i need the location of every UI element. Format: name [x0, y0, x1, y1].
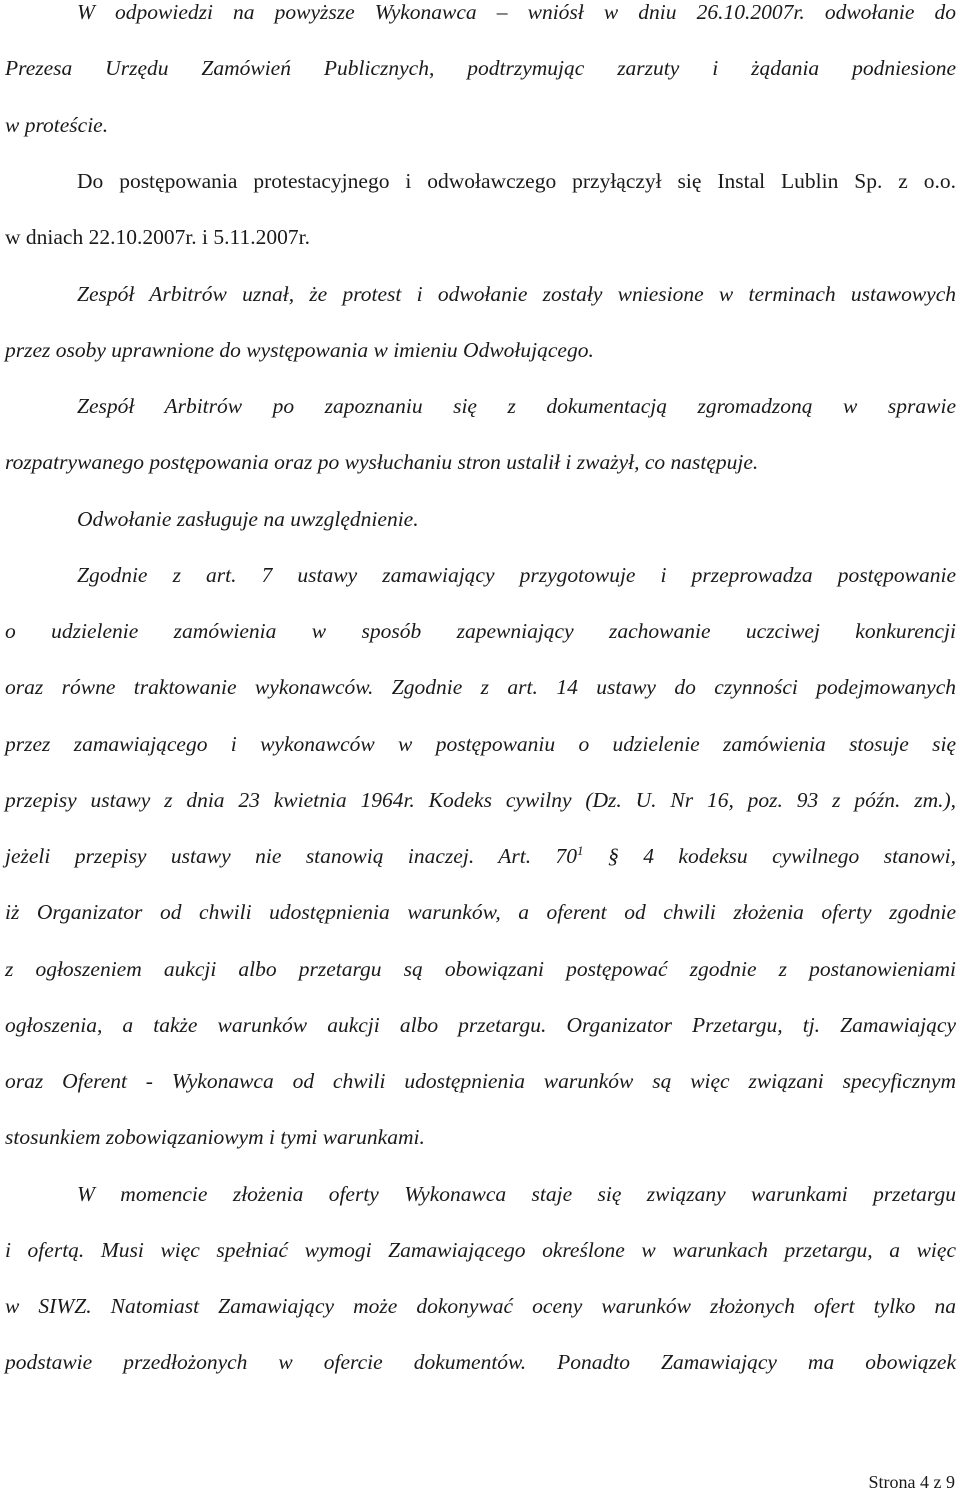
text-line: przez osoby uprawnione do występowania w imieniu Odwołującego.: [5, 338, 594, 362]
text-line: Odwołanie zasługuje na uwzględnienie.: [77, 507, 419, 531]
text-line: o udzielenie zamówienia w sposób zapewniający zachowanie uczciwej konkurencji: [5, 619, 956, 643]
superscript: 1: [577, 842, 584, 858]
text-line: podstawie przedłożonych w ofercie dokumentów. Ponadto Zamawiający ma obowiązek: [5, 1350, 956, 1374]
text-line: [5, 838, 956, 874]
text-line: w SIWZ. Natomiast Zamawiający może dokonywać oceny warunków złożonych ofert tylko na: [5, 1294, 956, 1318]
text-line: w proteście.: [5, 113, 109, 137]
text-line: Do postępowania protestacyjnego i odwoławczego przyłączył się Instal Lublin Sp. z o.o.: [77, 169, 956, 193]
text-line: przepisy ustawy z dnia 23 kwietnia 1964r. Kodeks cywilny (Dz. U. Nr 16, poz. 93 z późn. zm.),: [5, 788, 956, 812]
text-line: stosunkiem zobowiązaniowym i tymi warunkami.: [5, 1125, 425, 1149]
text-line: W odpowiedzi na powyższe Wykonawca – wniósł w dniu 26.10.2007r. odwołanie do: [77, 0, 956, 24]
text-line: iż Organizator od chwili udostępnienia warunków, a oferent od chwili złożenia oferty zgodnie: [5, 900, 956, 924]
text-line: z ogłoszeniem aukcji albo przetargu są obowiązani postępować zgodnie z postanowieniami: [5, 957, 956, 981]
text-line: Prezesa Urzędu Zamówień Publicznych, podtrzymując zarzuty i żądania podniesione: [5, 56, 956, 80]
text-segment: § 4 kodeksu cywilnego stanowi,: [608, 844, 956, 868]
text-line: oraz Oferent - Wykonawca od chwili udostępnienia warunków są więc związani specyficznym: [5, 1069, 956, 1093]
text-line: i ofertą. Musi więc spełniać wymogi Zamawiającego określone w warunkach przetargu, a więc: [5, 1238, 956, 1262]
text-line: Zespół Arbitrów uznał, że protest i odwołanie zostały wniesione w terminach ustawowych: [77, 282, 956, 306]
text-line: rozpatrywanego postępowania oraz po wysłuchaniu stron ustalił i zważył, co następuje.: [5, 450, 759, 474]
text-line: przez zamawiającego i wykonawców w postępowaniu o udzielenie zamówienia stosuje się: [5, 732, 956, 756]
page-number: Strona 4 z 9: [868, 1472, 955, 1492]
text-segment: jeżeli przepisy ustawy nie stanowią inaczej. Art. 70: [5, 844, 578, 868]
text-line: Zespół Arbitrów po zapoznaniu się z dokumentacją zgromadzoną w sprawie: [77, 394, 956, 418]
text-line: ogłoszenia, a także warunków aukcji albo przetargu. Organizator Przetargu, tj. Zamawiający: [5, 1013, 956, 1037]
text-line: W momencie złożenia oferty Wykonawca staje się związany warunkami przetargu: [77, 1182, 956, 1206]
text-line: Zgodnie z art. 7 ustawy zamawiający przygotowuje i przeprowadza postępowanie: [77, 563, 956, 587]
text-line: w dniach 22.10.2007r. i 5.11.2007r.: [5, 225, 310, 249]
text-line: oraz równe traktowanie wykonawców. Zgodnie z art. 14 ustawy do czynności podejmowanych: [5, 675, 956, 699]
